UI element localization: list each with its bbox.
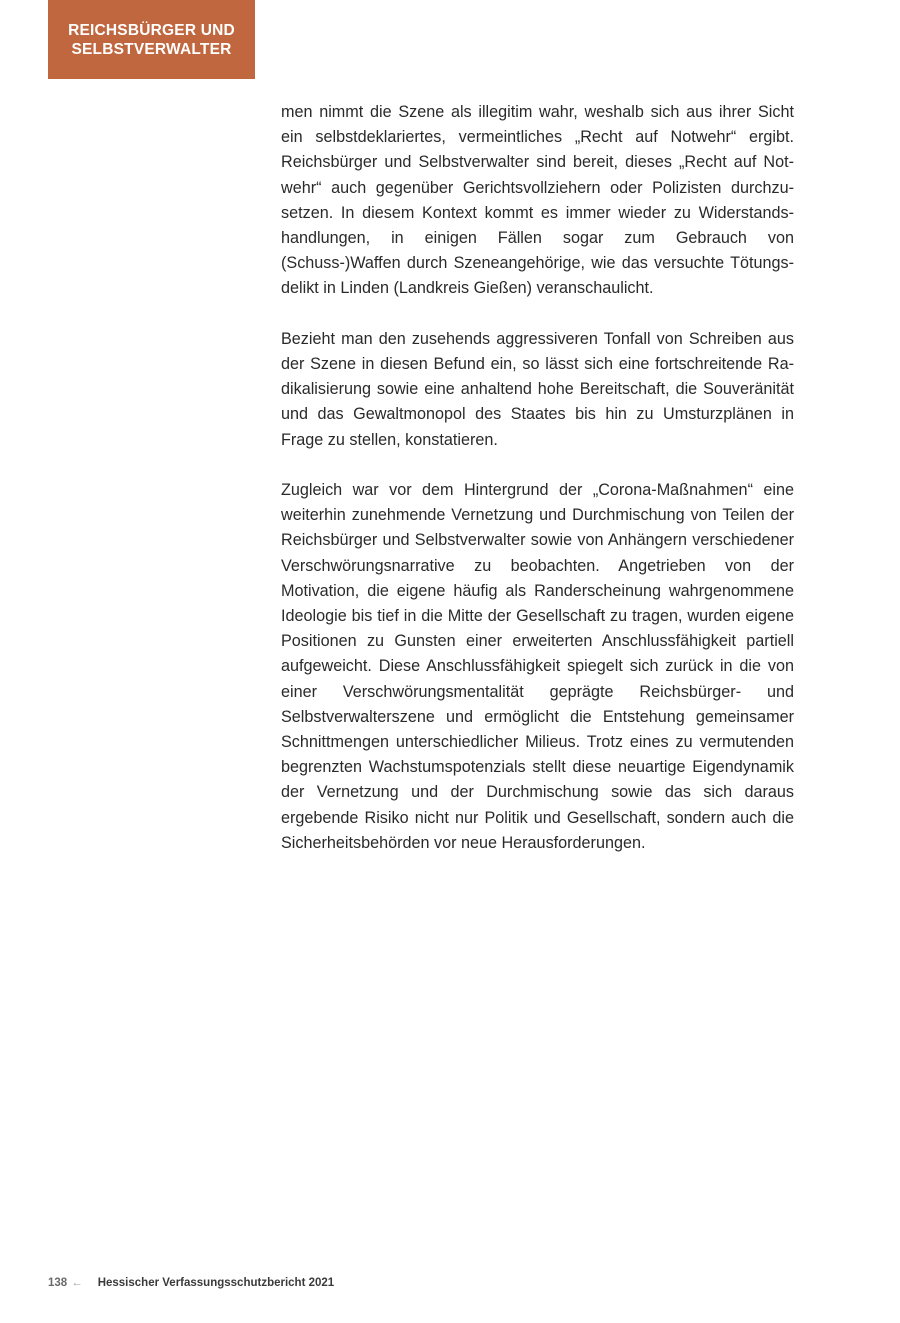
section-title-line1: REICHSBÜRGER UND — [68, 21, 235, 39]
publication-title: Hessischer Verfassungsschutzbericht 2021 — [97, 1277, 335, 1289]
section-tab — [48, 0, 255, 79]
paragraph: men nimmt die Szene als illegitim wahr, weshalb sich aus ihrer Sicht ein selbstdeklariertes, vermeintliches „Recht auf Notwehr“ ergibt. Reichsbürger und Selbstverwalter sind bereit, dieses „Recht auf Notwehr“ auch gegenüber Gerichtsvollziehern oder Polizisten durchzusetzen. In diesem Kontext kommt es immer wieder zu Widerstandshandlungen, in einigen Fällen sogar zum Gebrauch von (Schuss-)Waffen durch Szeneangehörige, wie das versuchte Tötungsdelikt in Linden (Landkreis Gießen) veranschaulicht. — [281, 103, 794, 298]
body-text — [281, 100, 794, 881]
section-title-line2: SELBSTVERWALTER — [71, 40, 232, 58]
page-number: 138 — [48, 1277, 68, 1289]
page-footer — [48, 1277, 334, 1289]
paragraph: Zugleich war vor dem Hintergrund der „Corona-Maßnahmen“ eine weiterhin zunehmende Vernetzung und Durchmischung von Teilen der Reichsbürger und Selbstverwalter sowie von Anhängern verschiedener Verschwörungsnarrative zu beobachten. Angetrieben von der Motivation, die eigene häufig als Randerscheinung wahrgenommene Ideologie bis tief in die Mitte der Gesellschaft zu tragen, wurden eigene Positionen zu Gunsten einer erweiterten Anschlussfähigkeit partiell aufgeweicht. Diese Anschlussfähigkeit spiegelt sich zurück in die von einer Verschwörungsmentalität geprägte Reichsbürger- und Selbstverwalterszene und ermöglicht die Entstehung gemeinsamer Schnittmengen unterschiedlicher Milieus. Trotz eines zu vermutenden begrenzten Wachstumspotenzials stellt diese neuartige Eigendynamik der Vernetzung und der Durchmischung sowie das sich daraus ergebende Risiko nicht nur Politik und Gesellschaft, sondern auch die Sicherheitsbehörden vor neue Herausforderungen. — [281, 481, 794, 852]
paragraph: Bezieht man den zusehends aggressiveren Tonfall von Schreiben aus der Szene in diesen Befund ein, so lässt sich eine fortschreitende Radikalisierung sowie eine anhaltend hohe Bereitschaft, die Souveränität und das Gewaltmonopol des Staates bis hin zu Umsturzplänen in Frage zu stellen, konstatieren. — [281, 329, 794, 449]
arrow-left-icon[interactable]: ← — [71, 1277, 83, 1289]
